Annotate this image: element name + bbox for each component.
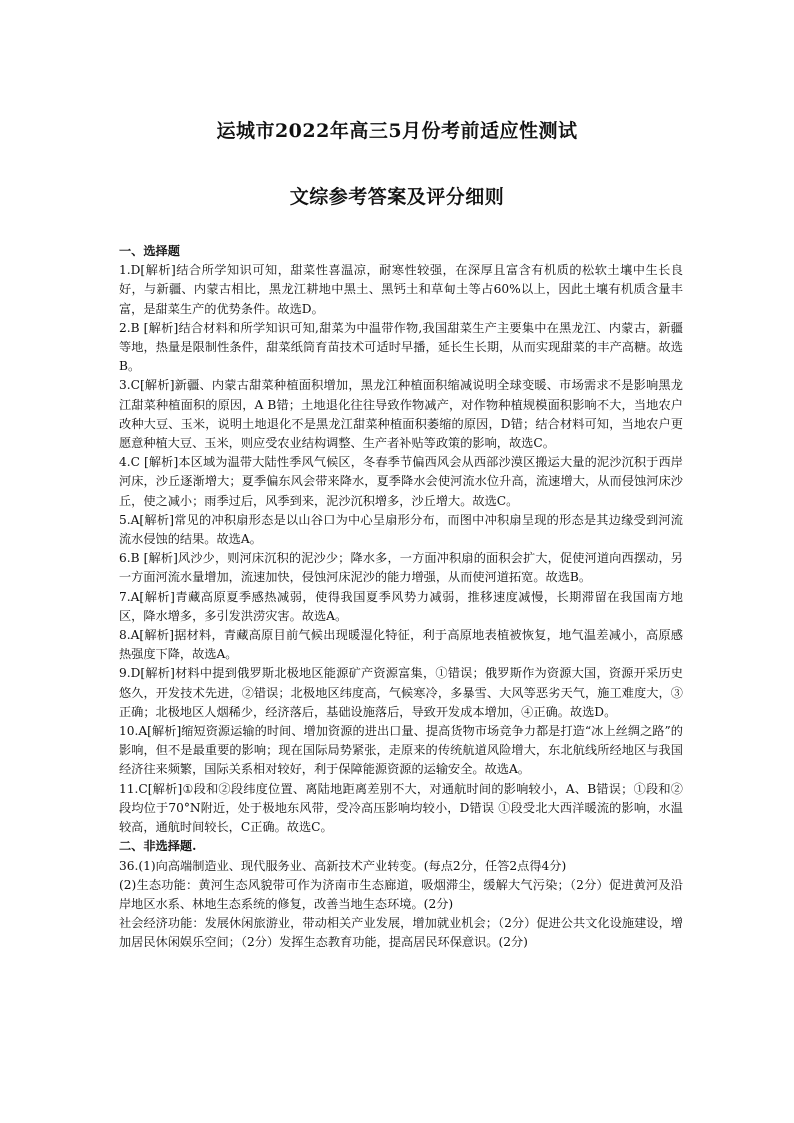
answer-q8: 8.A[解析]据材料，青藏高原目前气候出现暖湿化特征，利于高原地表植被恢复，地气温差减小，高原感热强度下降，故选A。	[119, 628, 683, 662]
answer-q36-part3: 社会经济功能：发展休闲旅游业，带动相关产业发展，增加就业机会；（2分）促进公共文化设施建设，增加居民休闲娱乐空间；（2分）发挥生态教育功能，提高居民环保意识。(2分)	[119, 916, 683, 950]
answer-q9: 9.D[解析]材料中提到俄罗斯北极地区能源矿产资源富集，①错误；俄罗斯作为资源大国，资源开采历史悠久，开发技术先进，②错误；北极地区纬度高，气候寒冷，多暴雪、大风等恶劣天气，施工难度大，③正确；北极地区人烟稀少，经济落后，基础设施落后，导致开发成本增加，④正确。故选D。	[119, 666, 683, 719]
answer-q4: 4.C [解析]本区域为温带大陆性季风气候区，冬春季节偏西风会从西部沙漠区搬运大量的泥沙沉积于西岸河床，沙丘逐渐增大；夏季偏东风会带来降水，夏季降水会使河流水位升高，流速增大，从而侵蚀河床沙丘，使之减小；雨季过后，风季到来，泥沙沉积增多，沙丘增大。故选C。	[119, 455, 683, 508]
answer-q7: 7.A[解析]青藏高原夏季感热减弱，使得我国夏季风势力减弱，推移速度减慢，长期滞留在我国南方地区，降水增多，多引发洪涝灾害。故选A。	[119, 589, 683, 623]
answer-q3: 3.C[解析]新疆、内蒙古甜菜种植面积增加，黑龙江种植面积缩减说明全球变暖、市场需求不是影响黑龙江甜菜种植面积的原因，A B错；土地退化往往导致作物减产，对作物种植规模面积影响不大，当地农户改种大豆、玉米，说明土地退化不是黑龙江甜菜种植面积萎缩的原因，D错；结合材料可知，当地农户更愿意种植大豆、玉米，则应受农业结构调整、生产者补贴等政策的影响，故选C。	[119, 378, 683, 451]
section-heading-nonchoice: 二、非选择题.	[119, 839, 197, 854]
page-title: 运城市2022年高三5月份考前适应性测试	[216, 120, 578, 142]
page-subtitle: 文综参考答案及评分细则	[289, 186, 505, 208]
answer-q11: 11.C[解析]①段和②段纬度位置、离陆地距离差别不大，对通航时间的影响较小，A、B错误；①段和②段均位于70°N附近，处于极地东风带，受冷高压影响均较小，D错误 ①段受北大西洋暖流的影响，水温较高，通航时间较长，C正确。故选C。	[119, 781, 683, 835]
answer-q36-part2: (2)生态功能：黄河生态风貌带可作为济南市生态廊道，吸烟滞尘，缓解大气污染；（2分）促进黄河及沿岸地区水系、林地生态系统的修复，改善当地生态环境。(2分)	[119, 877, 683, 911]
answer-content	[119, 242, 683, 953]
answer-q6: 6.B [解析]风沙少，则河床沉积的泥沙少；降水多，一方面冲积扇的面积会扩大，促使河道向西摆动，另一方面河流水量增加，流速加快，侵蚀河床泥沙的能力增强，从而使河道拓宽。故选B。	[119, 551, 683, 585]
answer-q36-part1: 36.(1)向高端制造业、现代服务业、高新技术产业转变。(每点2分，任答2点得4分)	[119, 858, 567, 873]
answer-q1: 1.D[解析]结合所学知识可知，甜菜性喜温凉，耐寒性较强，在深厚且富含有机质的松软土壤中生长良好，与新疆、内蒙古相比，黑龙江耕地中黑土、黑钙土和草甸土等占60%以上，因此土壤有机质含量丰富，是甜菜生产的优势条件。故选D。	[119, 263, 683, 316]
answer-q2: 2.B [解析]结合材料和所学知识可知,甜菜为中温带作物,我国甜菜生产主要集中在黑龙江、内蒙古，新疆等地，热量是限制性条件，甜菜纸筒育苗技术可适时早播，延长生长期，从而实现甜菜的丰产高糖。故选B。	[119, 320, 683, 374]
section-heading-choice: 一、选择题	[119, 244, 180, 258]
answer-q10: 10.A[解析]缩短资源运输的时间、增加资源的进出口量、提高货物市场竞争力都是打造“冰上丝绸之路”的影响，但不是最重要的影响；现在国际局势紧张，走原来的传统航道风险增大，东北航线所经地区与我国经济往来频繁，国际关系相对较好，利于保障能源资源的运输安全。故选A。	[119, 724, 683, 777]
answer-q5: 5.A[解析]常见的冲积扇形态是以山谷口为中心呈扇形分布，而图中冲积扇呈现的形态是其边缘受到河流流水侵蚀的结果。故选A。	[119, 512, 683, 547]
